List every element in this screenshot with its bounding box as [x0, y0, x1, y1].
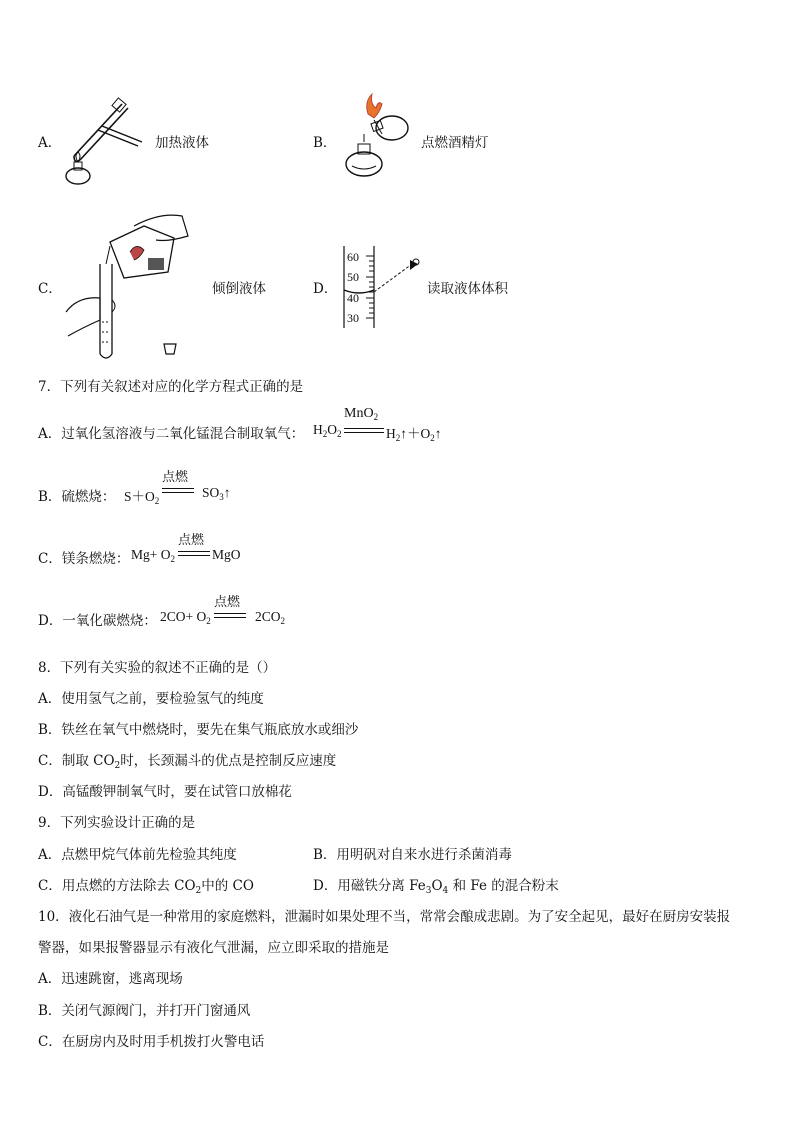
- pouring-liquid-illustration: [64, 212, 194, 360]
- option-d-caption: 读取液体体积: [427, 281, 508, 297]
- q7-option-b: B．硫燃烧：: [38, 489, 116, 505]
- q7-c-reactants: $Mg+ O_2$: [131, 547, 175, 564]
- lighting-alcohol-lamp-illustration: [338, 94, 418, 184]
- q7-a-products: $H_2↑+O_2↑$: [386, 426, 442, 443]
- q7-c-condition: 点燃: [178, 533, 205, 548]
- q9-option-a: A．点燃甲烷气体前先检验其纯度: [38, 847, 237, 863]
- q7-b-reactants: $S+O_2$: [124, 489, 160, 506]
- cylinder-tick-50: 50: [347, 270, 359, 284]
- q9-stem: 9．下列实验设计正确的是: [38, 815, 196, 831]
- option-b-caption: 点燃酒精灯: [421, 135, 489, 151]
- q7-c-products: MgO: [212, 547, 241, 562]
- q7-a-equation: $H_2O_2$: [313, 422, 342, 439]
- q7-option-a: A．过氧化氢溶液与二氧化锰混合制取氧气：: [38, 426, 305, 442]
- q8-option-b: B．铁丝在氧气中燃烧时，要先在集气瓶底放水或细沙: [38, 722, 359, 738]
- heating-liquid-illustration: [60, 96, 150, 192]
- cylinder-tick-40: 40: [347, 291, 359, 305]
- option-c-caption: 倾倒液体: [212, 281, 266, 297]
- q7-d-reactants: $2CO+ O_2$: [160, 609, 211, 626]
- q7-a-catalyst: MnO$_2$: [344, 406, 379, 422]
- q10-option-c: C．在厨房内及时用手机拨打火警电话: [38, 1034, 265, 1050]
- option-a-letter: A．: [38, 135, 62, 151]
- q7-b-equals: [162, 488, 194, 493]
- option-b-letter: B．: [313, 135, 337, 151]
- q10-stem-line1: 10．液化石油气是一种常用的家庭燃料，泄漏时如果处理不当，常常会酿成悲剧。为了安全起见，最好在厨房安装报: [38, 909, 731, 925]
- q8-option-a: A．使用氢气之前，要检验氢气的纯度: [38, 691, 264, 707]
- q7-option-c: C．镁条燃烧：: [38, 551, 130, 567]
- q10-option-b: B．关闭气源阀门，并打开门窗通风: [38, 1003, 251, 1019]
- q7-d-condition: 点燃: [214, 595, 241, 610]
- q7-option-d: D．一氧化碳燃烧：: [38, 613, 157, 629]
- q8-stem: 8．下列有关实验的叙述不正确的是（）: [38, 660, 277, 676]
- q7-b-products: $SO_3↑$: [202, 485, 231, 502]
- option-d-letter: D．: [313, 281, 338, 297]
- q7-a-equals: [344, 428, 384, 433]
- q8-option-c: C．制取 $CO_2$时，长颈漏斗的优点是控制反应速度: [38, 753, 337, 771]
- cylinder-tick-30: 30: [347, 311, 359, 325]
- q9-option-d: D．用磁铁分离 $Fe_3O_4$ 和 Fe 的混合粉末: [313, 878, 559, 896]
- q10-option-a: A．迅速跳窗，逃离现场: [38, 971, 183, 987]
- option-c-letter: C．: [38, 281, 62, 297]
- q7-b-condition: 点燃: [162, 470, 189, 485]
- q7-d-equals: [214, 613, 246, 618]
- q9-option-b: B．用明矾对自来水进行杀菌消毒: [313, 847, 512, 863]
- option-a-caption: 加热液体: [155, 135, 209, 151]
- q7-stem: 7．下列有关叙述对应的化学方程式正确的是: [38, 379, 304, 395]
- q7-c-equals: [178, 551, 210, 556]
- q7-d-products: $2CO_2$: [255, 609, 286, 626]
- q9-option-c: C．用点燃的方法除去 $CO_2$中的 CO: [38, 878, 254, 896]
- cylinder-tick-60: 60: [347, 250, 359, 264]
- q10-stem-line2: 警器，如果报警器显示有液化气泄漏，应立即采取的措施是: [38, 940, 389, 956]
- q8-option-d: D．高锰酸钾制氧气时，要在试管口放棉花: [38, 784, 292, 800]
